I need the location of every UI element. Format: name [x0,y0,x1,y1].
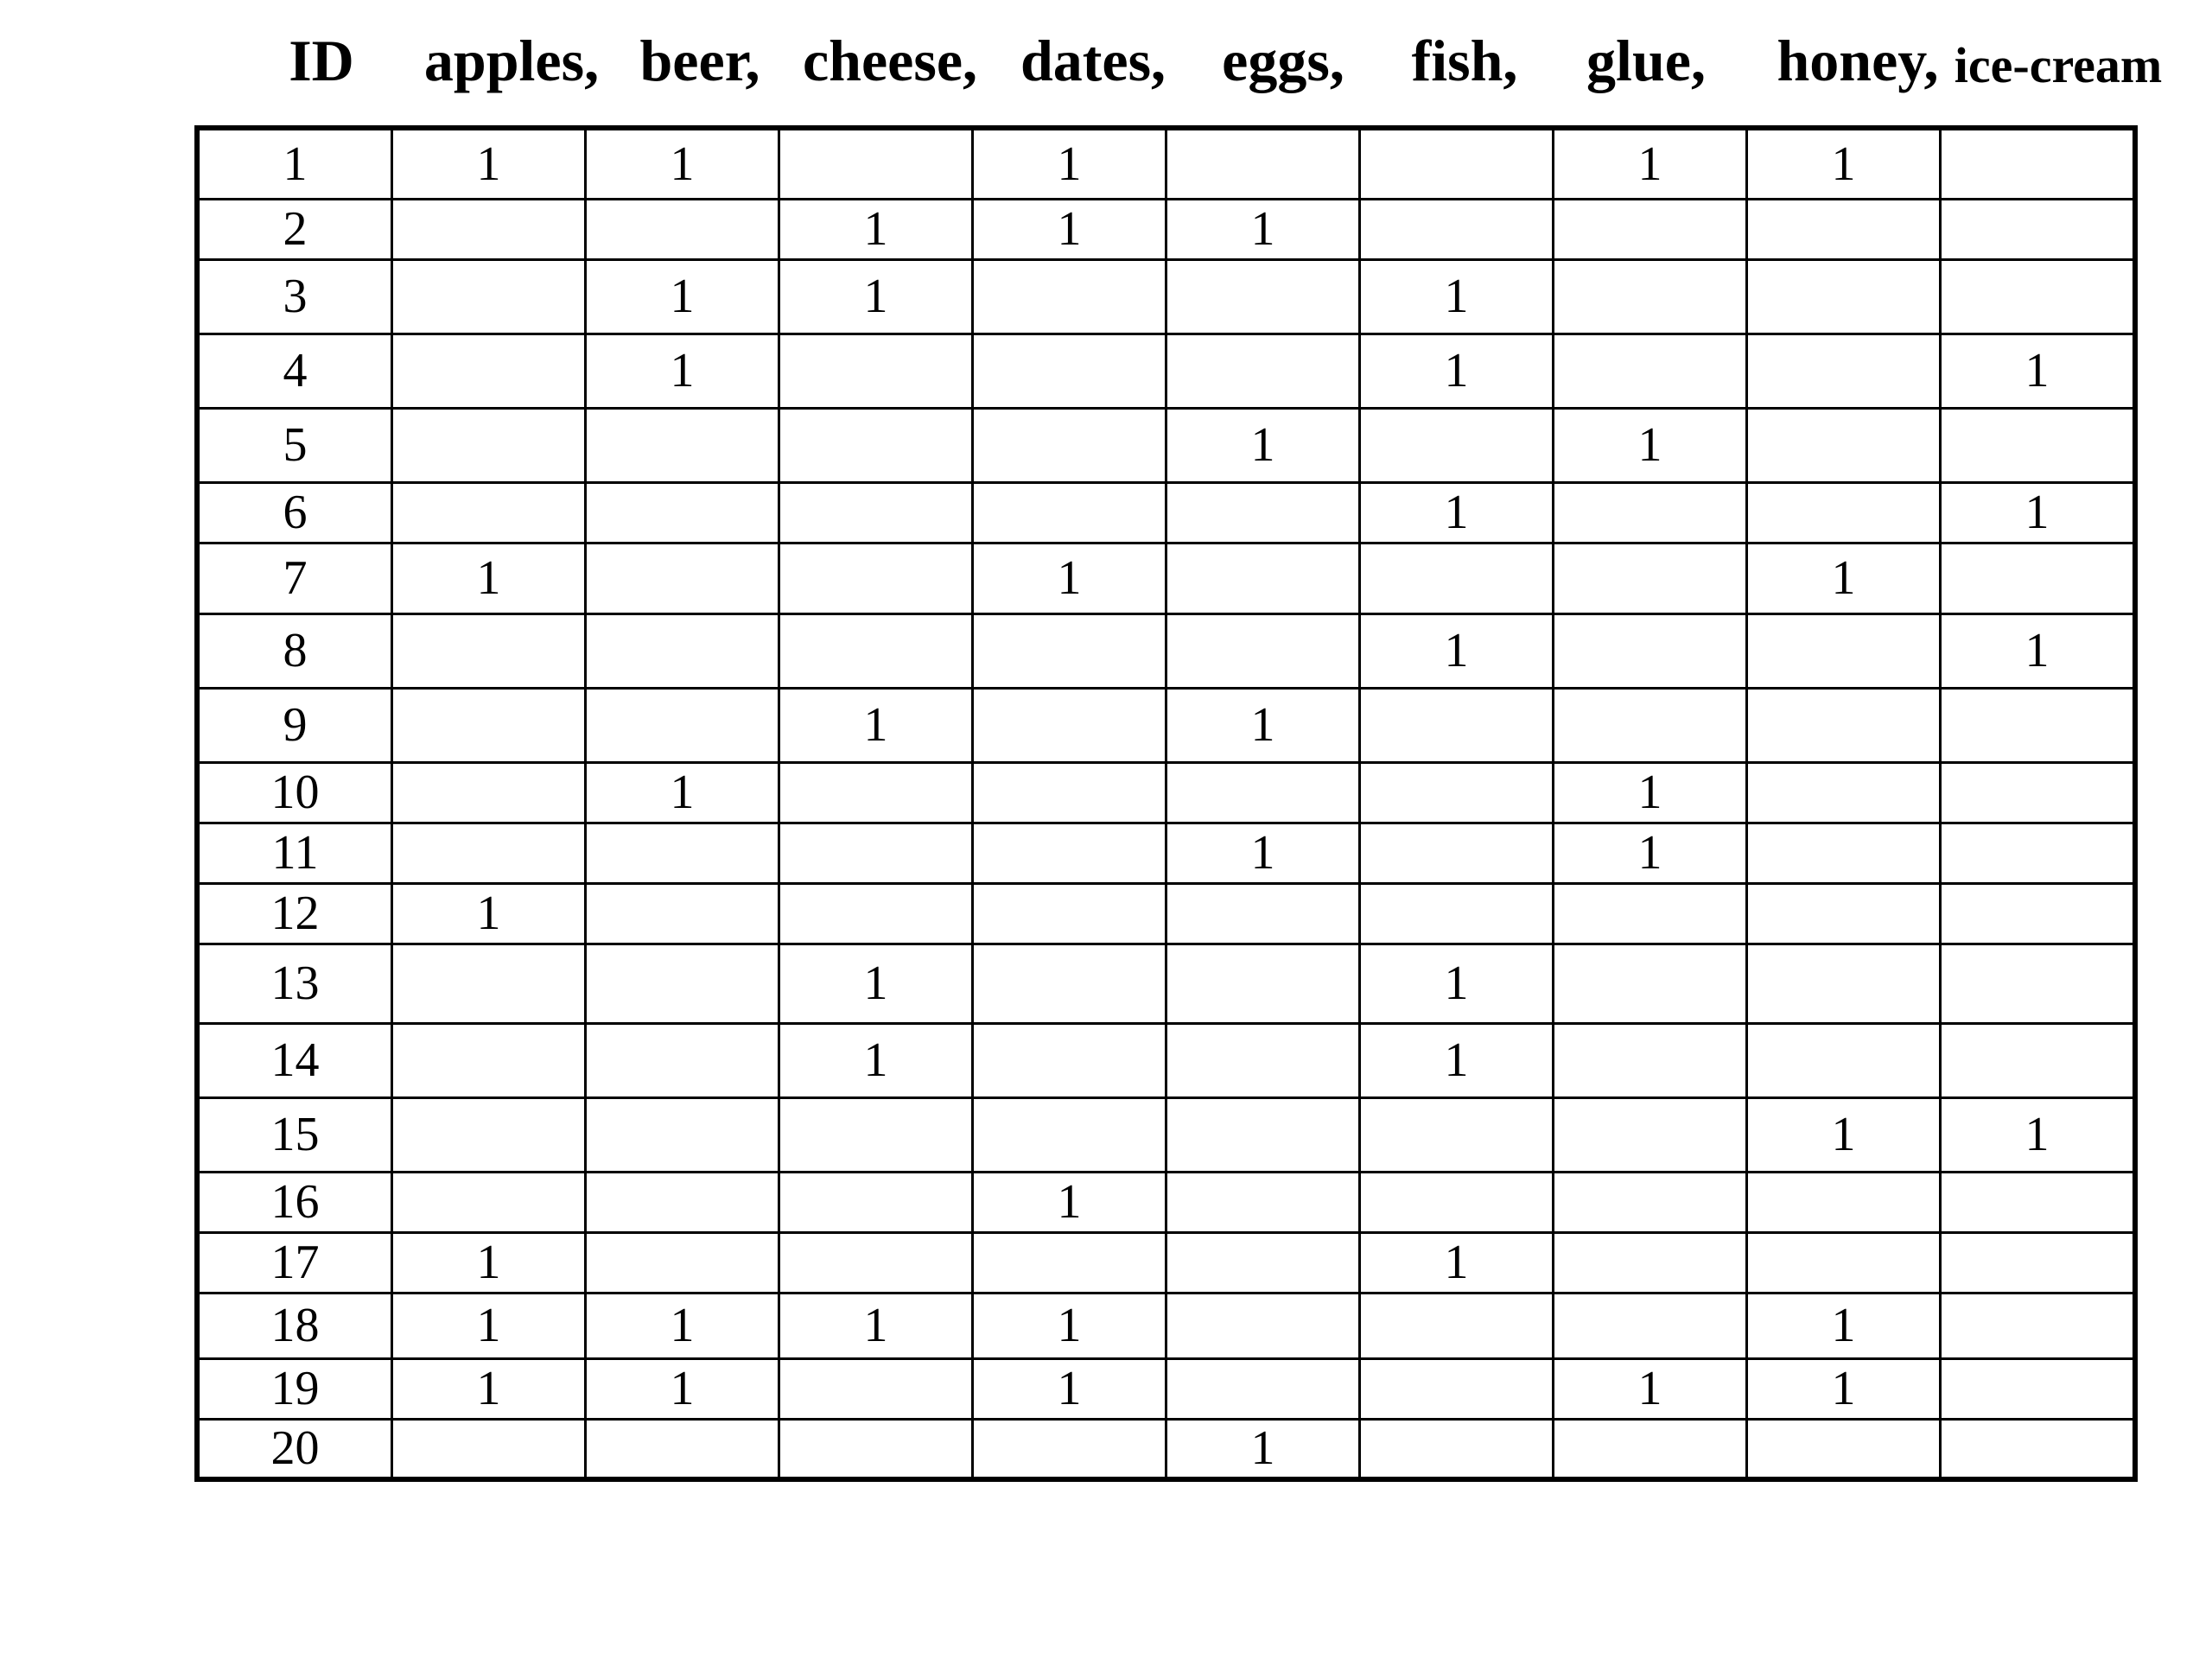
table-cell [392,259,586,334]
table-cell [1166,1172,1360,1232]
table-cell [973,944,1166,1023]
header-cheese: cheese, [802,28,978,93]
table-cell [1166,1358,1360,1419]
table-cell [1941,688,2136,762]
table-cell: 1 [586,334,779,408]
table-cell [1554,1419,1747,1479]
table-cell [779,128,973,199]
table-row [197,408,2135,482]
table-cell: 1 [1360,613,1554,688]
row-id-cell: 10 [197,762,392,823]
table-row [197,543,2135,613]
header-dates: dates, [1020,28,1166,93]
table-cell [392,762,586,823]
table-row [197,1358,2135,1419]
table-cell [586,1232,779,1293]
table-cell [1166,482,1360,543]
row-id-cell: 17 [197,1232,392,1293]
table-cell [779,613,973,688]
table-cell: 1 [1747,1358,1941,1419]
table-cell [1747,944,1941,1023]
table-cell [1554,543,1747,613]
table-cell [1554,1293,1747,1358]
table-cell [586,543,779,613]
table-cell [586,1023,779,1097]
table-cell [779,1232,973,1293]
table-cell: 1 [779,199,973,259]
table-cell [1554,1172,1747,1232]
table-cell: 1 [1941,1097,2136,1172]
table-cell: 1 [586,128,779,199]
row-id-cell: 12 [197,883,392,944]
table-cell [1747,1172,1941,1232]
table-cell [1941,199,2136,259]
table-row [197,1232,2135,1293]
table-row [197,1172,2135,1232]
table-cell [586,1419,779,1479]
table-cell [392,1172,586,1232]
table-cell [1941,1172,2136,1232]
row-id-cell: 2 [197,199,392,259]
table-cell [1360,543,1554,613]
table-cell [392,823,586,883]
table-cell [1941,259,2136,334]
table-cell [1166,259,1360,334]
row-id-cell: 13 [197,944,392,1023]
table-cell [1747,613,1941,688]
table-cell: 1 [1554,408,1747,482]
table-cell [1360,688,1554,762]
table-cell [779,408,973,482]
table-cell [973,883,1166,944]
table-cell [1941,1358,2136,1419]
table-row [197,128,2135,199]
table-cell: 1 [1166,688,1360,762]
table-cell [1941,944,2136,1023]
table-cell: 1 [1360,259,1554,334]
table-cell: 1 [1554,1358,1747,1419]
table-cell: 1 [586,259,779,334]
table-cell [1941,543,2136,613]
table-cell [392,944,586,1023]
table-cell: 1 [392,883,586,944]
table-cell [1941,1023,2136,1097]
table-cell: 1 [586,1293,779,1358]
table-cell: 1 [779,1293,973,1358]
table-cell [586,688,779,762]
table-cell [1554,944,1747,1023]
table-cell [973,1097,1166,1172]
table-row [197,199,2135,259]
table-cell [973,1419,1166,1479]
table-cell [973,823,1166,883]
table-cell [973,259,1166,334]
table-cell [973,688,1166,762]
table-cell: 1 [1747,128,1941,199]
table-cell: 1 [392,1293,586,1358]
header-glue: glue, [1586,28,1706,93]
row-id-cell: 8 [197,613,392,688]
table-cell [1747,408,1941,482]
table-cell [392,1023,586,1097]
table-row [197,259,2135,334]
table-cell: 1 [973,128,1166,199]
table-cell [586,944,779,1023]
table-cell: 1 [1941,613,2136,688]
table-cell [1941,408,2136,482]
table-cell [779,762,973,823]
header-beer: beer, [639,28,760,93]
table-cell [392,688,586,762]
table-cell [1360,1293,1554,1358]
table-cell [1747,1419,1941,1479]
table-cell [1360,762,1554,823]
table-cell [392,482,586,543]
table-cell [1166,613,1360,688]
table-cell [1360,1358,1554,1419]
table-cell [1941,128,2136,199]
header-apples: apples, [423,28,600,93]
table-cell: 1 [392,1232,586,1293]
row-id-cell: 4 [197,334,392,408]
table-cell [779,1419,973,1479]
table-cell: 1 [973,1293,1166,1358]
header-honey: honey, [1777,28,1939,93]
table-cell [1554,883,1747,944]
row-id-cell: 20 [197,1419,392,1479]
table-cell: 1 [392,543,586,613]
table-cell [1747,883,1941,944]
table-cell: 1 [1166,199,1360,259]
table-cell [1166,1023,1360,1097]
table-row [197,334,2135,408]
table-cell [973,334,1166,408]
row-id-cell: 16 [197,1172,392,1232]
table-cell [586,1097,779,1172]
table-cell [1166,543,1360,613]
table-cell [392,408,586,482]
table-cell [1747,1023,1941,1097]
header-eggs: eggs, [1222,28,1344,93]
table-cell [1747,823,1941,883]
row-id-cell: 15 [197,1097,392,1172]
row-id-cell: 6 [197,482,392,543]
table-cell [586,482,779,543]
table-body [197,128,2135,1479]
table-cell: 1 [973,199,1166,259]
table-cell [973,1023,1166,1097]
table-cell [1360,1097,1554,1172]
table-cell [1554,482,1747,543]
row-id-cell: 19 [197,1358,392,1419]
table-cell [1360,1172,1554,1232]
table-cell [1554,613,1747,688]
table-cell [1166,1097,1360,1172]
table-row [197,944,2135,1023]
table-cell [586,613,779,688]
table-cell [586,408,779,482]
table-row [197,823,2135,883]
table-cell: 1 [1166,823,1360,883]
table-cell [586,883,779,944]
table-cell: 1 [1360,1232,1554,1293]
table-cell [586,823,779,883]
table-cell [1166,944,1360,1023]
table-cell [586,1172,779,1232]
table-cell [392,1097,586,1172]
table-cell [1360,883,1554,944]
table-cell [1360,128,1554,199]
table-cell [1747,259,1941,334]
table-cell: 1 [1554,762,1747,823]
table-cell [779,334,973,408]
table-cell: 1 [392,1358,586,1419]
table-cell: 1 [973,1358,1166,1419]
table-cell: 1 [1360,482,1554,543]
row-id-cell: 9 [197,688,392,762]
table-cell: 1 [1166,408,1360,482]
table-cell [392,199,586,259]
table-cell: 1 [1554,823,1747,883]
table-cell [779,823,973,883]
table-row [197,688,2135,762]
table-cell [1941,1232,2136,1293]
table-cell [392,613,586,688]
row-id-cell: 1 [197,128,392,199]
table-cell [1554,199,1747,259]
table-cell [1747,482,1941,543]
table-cell: 1 [586,762,779,823]
table-cell [586,199,779,259]
table-row [197,1293,2135,1358]
table-cell: 1 [392,128,586,199]
table-cell [1360,408,1554,482]
table-cell: 1 [586,1358,779,1419]
table-cell: 1 [1554,128,1747,199]
table-cell: 1 [779,944,973,1023]
table-cell [1166,334,1360,408]
table-cell [1554,1023,1747,1097]
table-row [197,482,2135,543]
transactions-table [194,125,2138,1482]
table-cell: 1 [1360,944,1554,1023]
table-row [197,1097,2135,1172]
table-row [197,1023,2135,1097]
table-cell [973,408,1166,482]
table-cell: 1 [973,543,1166,613]
table-cell [973,1232,1166,1293]
table-cell: 1 [1166,1419,1360,1479]
table-cell [1941,762,2136,823]
table-cell [392,334,586,408]
table-cell [1554,259,1747,334]
row-id-cell: 11 [197,823,392,883]
table-cell [779,1097,973,1172]
table-cell [1166,1232,1360,1293]
table-cell [1941,823,2136,883]
column-headers [0,0,2212,121]
table-cell: 1 [1747,1097,1941,1172]
table-cell: 1 [1747,1293,1941,1358]
table-cell [1360,199,1554,259]
table-cell [1747,1232,1941,1293]
table-cell: 1 [1360,334,1554,408]
table-cell [1360,1419,1554,1479]
table-cell [779,482,973,543]
table-cell [1554,334,1747,408]
row-id-cell: 3 [197,259,392,334]
table-cell [1554,1097,1747,1172]
table-cell: 1 [1360,1023,1554,1097]
table-cell [1554,688,1747,762]
table-row [197,762,2135,823]
table-cell [1747,688,1941,762]
table-cell [779,1172,973,1232]
header-id: ID [289,28,354,93]
table-cell [973,613,1166,688]
table-cell [1941,1419,2136,1479]
table-row [197,613,2135,688]
table-cell [779,883,973,944]
table-cell [1166,762,1360,823]
header-ice-cream: ice-cream [1954,37,2163,93]
table-cell [392,1419,586,1479]
row-id-cell: 5 [197,408,392,482]
table-cell [1941,883,2136,944]
row-id-cell: 18 [197,1293,392,1358]
table-cell [1747,762,1941,823]
table-cell [1166,1293,1360,1358]
table-cell [1554,1232,1747,1293]
table-cell [1941,1293,2136,1358]
table-cell: 1 [973,1172,1166,1232]
table-cell: 1 [779,259,973,334]
table-row [197,883,2135,944]
table-cell: 1 [1747,543,1941,613]
table-cell [1747,334,1941,408]
table-cell [1360,823,1554,883]
header-fish: fish, [1411,28,1518,93]
table-cell [1166,128,1360,199]
table-cell: 1 [779,1023,973,1097]
table-cell [779,1358,973,1419]
row-id-cell: 7 [197,543,392,613]
table-cell [1166,883,1360,944]
table-cell [973,482,1166,543]
table-cell: 1 [1941,482,2136,543]
row-id-cell: 14 [197,1023,392,1097]
table-cell: 1 [1941,334,2136,408]
table-cell [779,543,973,613]
table-cell [1747,199,1941,259]
table-cell [973,762,1166,823]
table-cell: 1 [779,688,973,762]
table-row [197,1419,2135,1479]
